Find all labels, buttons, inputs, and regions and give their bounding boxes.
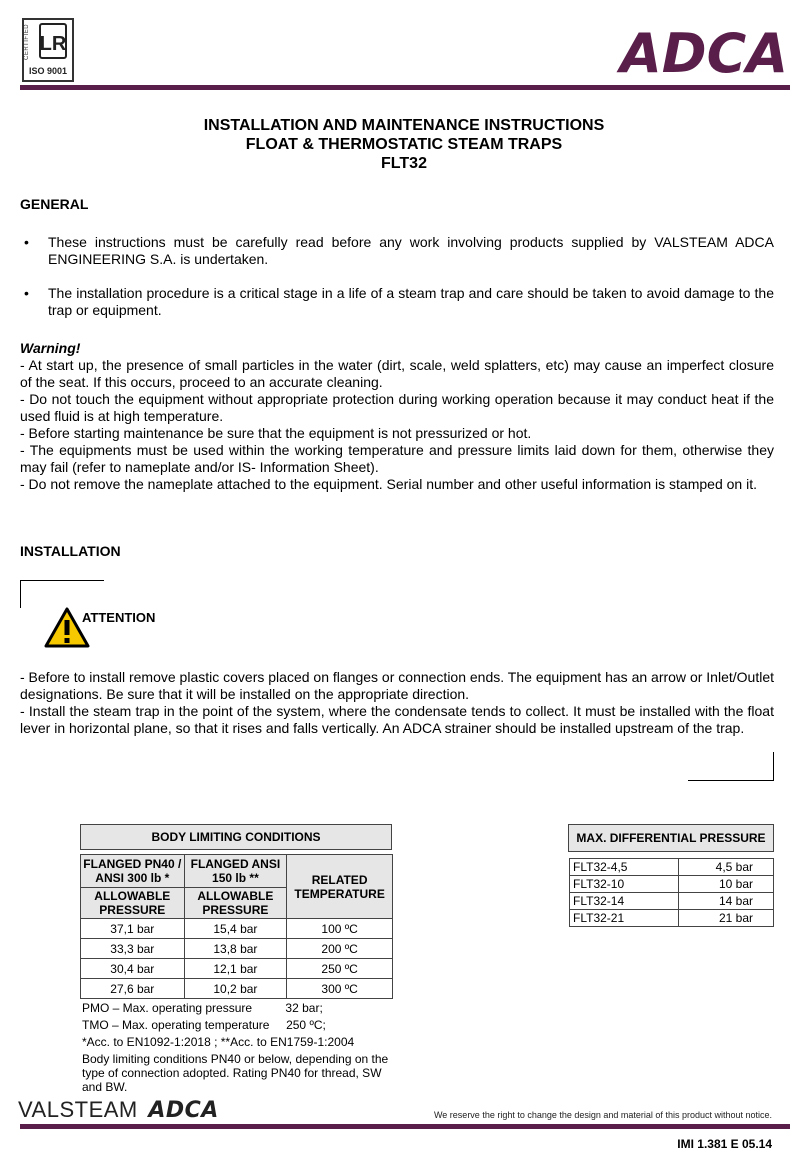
lloyds-register-icon — [34, 22, 70, 62]
col3-header: RELATED TEMPERATURE — [287, 855, 393, 919]
warning-heading: Warning! — [20, 340, 81, 356]
note-standards: *Acc. to EN1092-1:2018 ; **Acc. to EN1759-1:2004 — [82, 1035, 355, 1049]
footer-brand: ADCA — [148, 1098, 219, 1123]
installation-line: - Before to install remove plastic covers placed on flanges or connection ends. The equipment has an arrow or Inlet/Outlet designations. Be sure that it will be installed on the appropriate direction. — [20, 669, 774, 702]
warning-line: - Before starting maintenance be sure that the equipment is not pressurized or hot. — [20, 425, 532, 441]
table-row: 27,6 bar 10,2 bar 300 ºC — [81, 979, 393, 999]
bullet-icon: • — [24, 285, 29, 301]
footer-rights-notice: We reserve the right to change the design and material of this product without notice. — [433, 1110, 772, 1120]
table-row: FLT32-21 21 bar — [570, 910, 774, 927]
adca-logo — [598, 22, 790, 80]
body-limits-notes — [82, 1001, 392, 1094]
installation-section — [20, 543, 121, 559]
attention-frame-top — [20, 580, 104, 581]
col1-header: FLANGED PN40 / ANSI 300 lb * — [81, 855, 185, 888]
cert-logo-letters: LR — [39, 33, 67, 55]
col2-header: FLANGED ANSI 150 lb ** — [184, 855, 287, 888]
header-rule — [20, 85, 790, 90]
cert-iso-label: ISO 9001 — [28, 66, 68, 76]
general-bullets — [22, 234, 774, 336]
table-row: 33,3 bar 13,8 bar 200 ºC — [81, 939, 393, 959]
col2-subheader: ALLOWABLE PRESSURE — [184, 888, 287, 919]
body-limits-table — [80, 854, 393, 999]
warning-line: - Do not touch the equipment without appropriate protection during working operation because it may conduct heat if the used fluid is at high temperature. — [20, 391, 774, 424]
list-item: • These instructions must be carefully read before any work involving products supplied by VALSTEAM ADCA ENGINEERING S.A. is undertaken. — [24, 234, 774, 267]
footer-rule — [20, 1124, 790, 1129]
installation-text — [20, 669, 774, 737]
cert-vertical-text: CERTIFIED — [24, 23, 30, 60]
installation-line: - Install the steam trap in the point of the system, where the condensate tends to collect. It must be installed with the float lever in horizontal plane, so that it rises and falls vertically. An ADCA strainer should be installed upstream of the trap. — [20, 703, 774, 736]
warning-line: - The equipments must be used within the working temperature and pressure limits laid down for them, otherwise they may fail (refer to nameplate and/or IS- Information Sheet). — [20, 442, 774, 475]
brand-logo-text: ADCA — [619, 22, 788, 80]
document-reference: IMI 1.381 E 05.14 — [677, 1137, 772, 1151]
table-row: FLT32-10 10 bar — [570, 876, 774, 893]
general-section — [20, 196, 88, 212]
note-rating: Body limiting conditions PN40 or below, depending on the type of connection adopted. Rating PN40 for thread, SW and BW. — [82, 1052, 389, 1094]
attention-label: ATTENTION — [82, 610, 156, 625]
warning-line: - At start up, the presence of small particles in the water (dirt, scale, weld splatters, etc) may cause an imperfect closure of the seat. If this occurs, proceed to an accurate cleaning. — [20, 357, 774, 390]
title-line-2: FLOAT & THERMOSTATIC STEAM TRAPS — [245, 136, 563, 153]
document-title — [0, 116, 808, 173]
table-row: 30,4 bar 12,1 bar 250 ºC — [81, 959, 393, 979]
list-item: • The installation procedure is a critical stage in a life of a steam trap and care should be taken to avoid damage to the trap or equipment. — [24, 285, 774, 318]
max-diff-title: MAX. DIFFERENTIAL PRESSURE — [568, 824, 774, 852]
table-row: FLT32-4,5 4,5 bar — [570, 859, 774, 876]
table-row: FLT32-14 14 bar — [570, 893, 774, 910]
col1-subheader: ALLOWABLE PRESSURE — [81, 888, 185, 919]
title-line-1: INSTALLATION AND MAINTENANCE INSTRUCTIONS — [203, 117, 605, 134]
note-pmo: PMO – Max. operating pressure 32 bar; — [82, 1001, 323, 1015]
table-row: 37,1 bar 15,4 bar 100 ºC — [81, 919, 393, 939]
installation-heading: INSTALLATION — [20, 543, 121, 559]
body-limits-title: BODY LIMITING CONDITIONS — [80, 824, 392, 850]
warning-line: - Do not remove the nameplate attached to the equipment. Serial number and other useful information is stamped on it. — [20, 476, 757, 492]
note-tmo: TMO – Max. operating temperature 250 ºC; — [82, 1018, 326, 1032]
attention-frame-right — [773, 752, 774, 781]
max-diff-table — [569, 858, 774, 927]
attention-frame-left — [20, 580, 21, 608]
title-line-3: FLT32 — [381, 155, 427, 172]
general-heading: GENERAL — [20, 196, 89, 212]
attention-frame-bottom — [688, 780, 774, 781]
footer-valsteam-logo: VALSTEAM ADCA — [18, 1097, 219, 1123]
bullet-icon: • — [24, 234, 29, 250]
warning-section — [20, 340, 774, 493]
